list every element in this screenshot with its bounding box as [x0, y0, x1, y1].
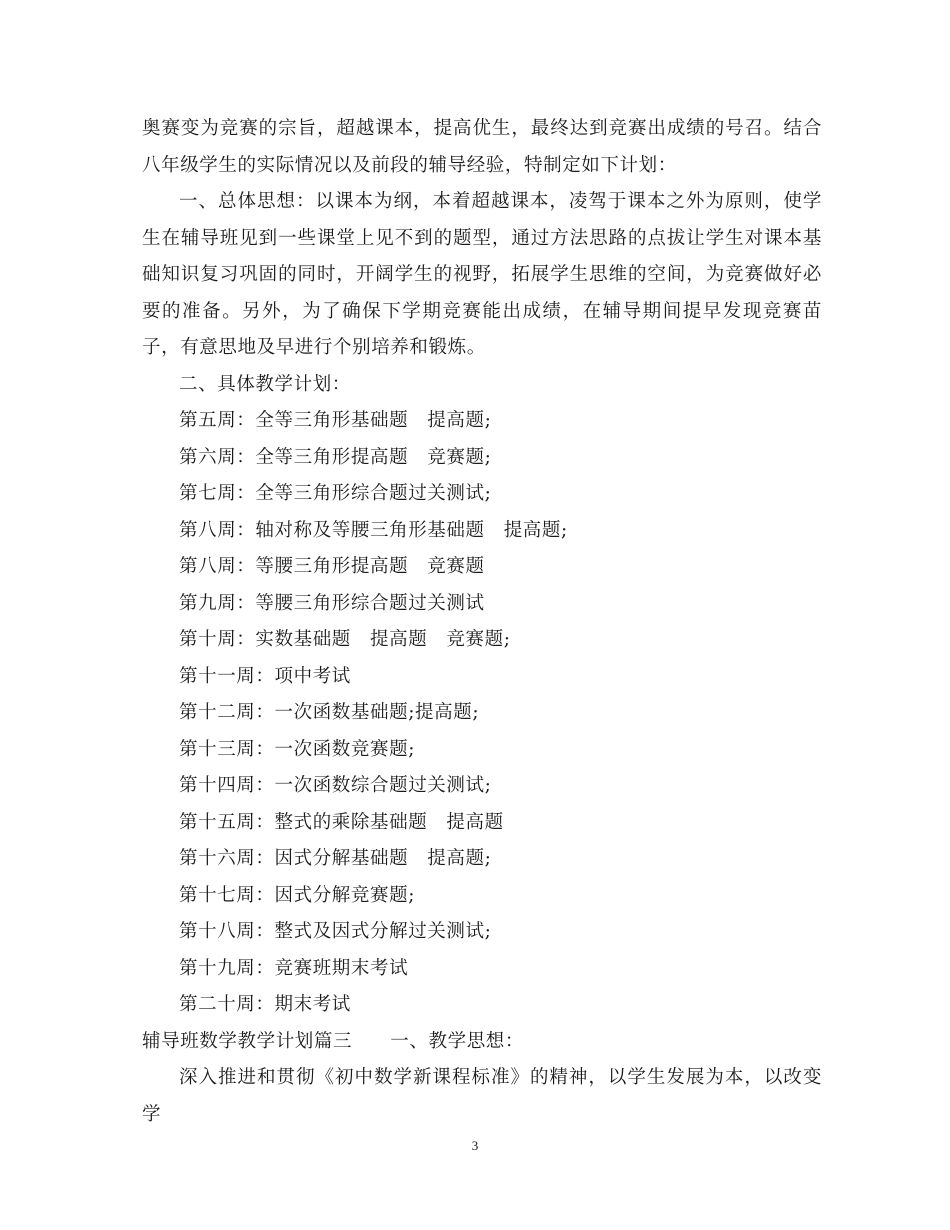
schedule-item: 第十四周：一次函数综合题过关测试; [179, 775, 492, 796]
section-three-paragraph: 深入推进和贯彻《初中数学新课程标准》的精神，以学生发展为本，以改变学 [142, 1067, 822, 1125]
schedule-item: 第九周：等腰三角形综合题过关测试 [179, 592, 485, 614]
schedule-item: 第十二周：一次函数基础题;提高题; [179, 702, 480, 723]
schedule-item: 第十八周：整式及因式分解过关测试; [179, 921, 492, 942]
document-body [142, 111, 822, 1133]
schedule-item: 第二十周：期末考试 [179, 994, 351, 1015]
schedule-item: 第八周：等腰三角形提高题 竞赛题 [179, 556, 485, 577]
overall-idea-paragraph: 一、总体思想：以课本为纲，本着超越课本，凌驾于课本之外为原则，使学生在辅导班见到一些课堂上见不到的题型，通过方法思路的点拔让学生对课本基础知识复习巩固的同时，开阔学生的视野，拓展学生思维的空间，为竞赛做好必要的准备。另外，为了确保下学期竞赛能出成绩，在辅导期间提早发现竞赛苗子，有意思地及早进行个别培养和锻炼。 [142, 191, 822, 358]
schedule-item: 第五周：全等三角形基础题 提高题; [179, 410, 492, 431]
schedule-item: 第十一周：项中考试 [179, 665, 351, 687]
schedule-item: 第十周：实数基础题 提高题 竞赛题; [179, 629, 511, 650]
plan-heading: 二、具体教学计划： [179, 373, 351, 395]
schedule-item: 第七周：全等三角形综合题过关测试; [179, 483, 492, 504]
page-number: 3 [471, 1138, 479, 1153]
schedule-item: 第六周：全等三角形提高题 竞赛题; [179, 446, 492, 468]
schedule-item: 第十九周：竞赛班期末考试 [179, 957, 409, 979]
intro-paragraph: 奥赛变为竞赛的宗旨，超越课本，提高优生，最终达到竞赛出成绩的号召。结合八年级学生的实际情况以及前段的辅导经验，特制定如下计划： [142, 118, 822, 176]
schedule-item: 第十五周：整式的乘除基础题 提高题 [179, 811, 504, 833]
schedule-item: 第十六周：因式分解基础题 提高题; [179, 848, 492, 869]
schedule-item: 第十三周：一次函数竞赛题; [179, 738, 416, 760]
section-three-heading: 辅导班数学教学计划篇三 一、教学思想： [142, 1030, 525, 1052]
schedule-list [142, 403, 822, 1024]
schedule-item: 第十七周：因式分解竞赛题; [179, 884, 416, 906]
schedule-item: 第八周：轴对称及等腰三角形基础题 提高题; [179, 519, 568, 541]
